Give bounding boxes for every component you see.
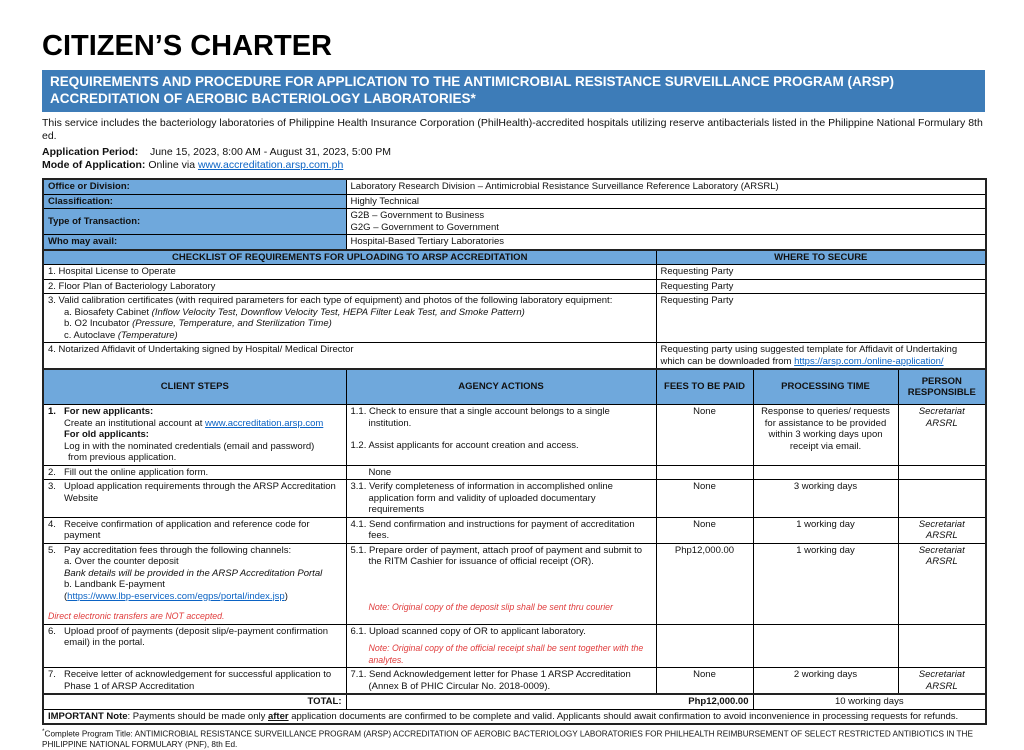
person-responsible-5 — [898, 543, 986, 624]
step-3-cell — [43, 480, 346, 518]
requirement-3b-text: b. O2 Incubator — [64, 318, 133, 329]
affidavit-template-link[interactable]: https://arsp.com./online-application/ — [794, 355, 944, 367]
step-5-intro: Pay accreditation fees through the following channels: — [64, 544, 292, 556]
person-responsible-3 — [898, 480, 986, 518]
requirement-2: 2. Floor Plan of Bacteriology Laboratory — [43, 279, 656, 294]
person-4-line2: ARSRL — [925, 530, 958, 541]
person-4-line1: Secretariat — [918, 518, 965, 530]
person-7-line2: ARSRL — [925, 680, 958, 692]
requirement-3b-params: (Pressure, Temperature, and Sterilization Time) — [132, 318, 332, 329]
step-3-text-wrap — [48, 481, 342, 504]
processing-time-3: 3 working days — [753, 480, 898, 518]
application-period-spacer — [141, 146, 147, 158]
where-to-secure-4-text: Requesting party using suggested template for Affidavit of Undertaking which can be downloaded from — [660, 344, 958, 367]
person-responsible-6 — [898, 624, 986, 668]
important-note-label: IMPORTANT Note — [48, 710, 128, 722]
requirement-4: 4. Notarized Affidavit of Undertaking signed by Hospital/ Medical Director — [43, 343, 656, 370]
info-row-classification — [43, 194, 986, 209]
person-responsible-7 — [898, 668, 986, 695]
requirement-3-intro: 3. Valid calibration certificates (with required parameters for each type of equipment) and photos of the following laboratory equipment: — [48, 295, 613, 306]
agency-action-7: 7.1. Send Acknowledgement letter for Phase 1 ARSP Accreditation (Annex B of PHIC Circular No. 2018-0009). — [350, 669, 631, 692]
checklist-row-2 — [43, 279, 986, 294]
person-responsible-1 — [898, 405, 986, 466]
office-division-value: Laboratory Research Division – Antimicrobial Resistance Surveillance Reference Laboratory (ARSRL) — [346, 179, 986, 194]
landbank-epayment-link[interactable]: https://www.lbp-eservices.com/egps/portal/index.jsp — [67, 590, 285, 602]
service-description: This service includes the bacteriology laboratories of Philippine Health Insurance Corporation (PhilHealth)-accredited hospitals utilizing reserve antibacterials listed in the Philippine National Formulary 8th ed. — [42, 117, 983, 142]
agency-actions-header: AGENCY ACTIONS — [346, 369, 656, 405]
step-5-bank-details: Bank details will be provided in the ARSP Accreditation Portal — [64, 567, 323, 579]
agency-5-note: Note: Original copy of the deposit slip shall be sent thru courier — [368, 601, 613, 612]
transaction-type-value — [346, 209, 986, 235]
step-5-paren-open: ( — [64, 590, 68, 602]
step-5-number: 5. — [48, 544, 56, 556]
fees-5: Php12,000.00 — [656, 543, 753, 624]
step-7-text: Receive letter of acknowledgement for successful application to Phase 1 of ARSP Accreditation — [64, 669, 332, 692]
important-note-row — [43, 709, 986, 724]
fees-2 — [656, 465, 753, 480]
agency-action-5: 5.1. Prepare order of payment, attach proof of payment and submit to the RITM Cashier for issuance of official receipt (OR). — [350, 544, 642, 567]
application-period-value: June 15, 2023, 8:00 AM - August 31, 2023, 5:00 PM — [149, 146, 392, 158]
step-row-2 — [43, 465, 986, 480]
step-row-5 — [43, 543, 986, 624]
checklist-header-left: CHECKLIST OF REQUIREMENTS FOR UPLOADING TO ARSP ACCREDITATION — [43, 250, 656, 265]
step-7-cell — [43, 668, 346, 695]
step-row-3 — [43, 480, 986, 518]
fees-7: None — [656, 668, 753, 695]
requirement-3a — [48, 307, 652, 319]
total-fees: Php12,000.00 — [346, 694, 753, 709]
step-4-text-wrap — [48, 519, 342, 542]
step-5-intro-wrap — [48, 545, 342, 557]
step-2-number: 2. — [48, 466, 56, 478]
step-4-text: Receive confirmation of application and reference code for payment — [64, 518, 310, 541]
mode-of-application-link[interactable]: www.accreditation.arsp.com.ph — [197, 159, 344, 171]
info-row-office — [43, 179, 986, 194]
checklist-row-1 — [43, 265, 986, 280]
agency-7-cell — [346, 668, 656, 695]
accreditation-portal-link[interactable]: www.accreditation.arsp.com — [205, 417, 324, 429]
fees-4: None — [656, 517, 753, 543]
processing-time-6 — [753, 624, 898, 668]
agency-action-1-1: 1.1. Check to ensure that a single account belongs to a single institution. — [350, 406, 610, 429]
mode-of-application-label: Mode of Application: — [42, 159, 146, 171]
step-5-otc-deposit: a. Over the counter deposit — [64, 556, 179, 567]
step-1-new-applicants — [48, 406, 342, 418]
client-steps-header: CLIENT STEPS — [43, 369, 346, 405]
agency-action-2: None — [368, 466, 392, 478]
agency-action-6: 6.1. Upload scanned copy of OR to applicant laboratory. — [350, 625, 586, 637]
transaction-type-g2b: G2B – Government to Business — [350, 210, 485, 221]
requirement-3c — [48, 330, 652, 342]
step-row-6 — [43, 624, 986, 668]
agency-1-cell — [346, 405, 656, 466]
fees-1: None — [656, 405, 753, 466]
total-row — [43, 694, 986, 709]
person-responsible-header: PERSON RESPONSIBLE — [898, 369, 986, 405]
person-1-line1: Secretariat — [918, 406, 965, 417]
step-1-create-text: Create an institutional account at — [64, 417, 206, 429]
processing-time-7: 2 working days — [753, 668, 898, 695]
application-period-line — [42, 146, 985, 159]
important-note-after: after — [267, 710, 289, 722]
footnote-text: Complete Program Title: ANTIMICROBIAL RESISTANCE SURVEILLANCE PROGRAM (ARSP) ACCREDITATION OF AEROBIC BACTERIOLOGY LABORATORIES FOR PHILHEALTH REIMBURSEMENT OF SELECT RESTRICTED ANTIBIOTICS IN THE PHILIPPINE NATIONAL FORMULARY (PNF), 8th Ed. — [42, 729, 973, 749]
step-1-number: 1. — [48, 406, 56, 417]
step-4-number: 4. — [48, 518, 56, 530]
requirement-3c-text: c. Autoclave — [64, 329, 118, 341]
info-row-who-may-avail — [43, 235, 986, 250]
agency-6-note: Note: Original copy of the official receipt shall be sent together with the analytes. — [368, 643, 644, 665]
step-1-cell — [43, 405, 346, 466]
total-processing-time: 10 working days — [753, 694, 986, 709]
step-1-old-label: For old applicants: — [64, 429, 149, 440]
step-5-warning-note: Direct electronic transfers are NOT accepted. — [48, 611, 225, 621]
classification-value: Highly Technical — [346, 194, 986, 209]
agency-6-cell — [346, 624, 656, 668]
agency-2-cell — [346, 465, 656, 480]
where-to-secure-3: Requesting Party — [656, 294, 986, 343]
requirement-3c-params: (Temperature) — [117, 329, 178, 341]
step-1-login-1: Log in with the nominated credentials (email and password) — [64, 440, 315, 452]
agency-action-1-2: 1.2. Assist applicants for account creation and access. — [350, 440, 579, 451]
processing-time-4: 1 working day — [753, 517, 898, 543]
step-7-number: 7. — [48, 669, 56, 680]
transaction-type-label: Type of Transaction: — [43, 209, 346, 235]
processing-time-2 — [753, 465, 898, 480]
step-row-7 — [43, 668, 986, 695]
step-6-text-wrap — [48, 626, 342, 649]
page-title: CITIZEN’S CHARTER — [42, 30, 332, 62]
steps-header-row — [43, 369, 986, 405]
where-to-secure-2: Requesting Party — [656, 279, 986, 294]
person-7-line1: Secretariat — [918, 669, 965, 680]
step-2-text-wrap — [48, 467, 342, 479]
mode-of-application-prefix: Online via — [148, 159, 198, 171]
document-banner: REQUIREMENTS AND PROCEDURE FOR APPLICATION TO THE ANTIMICROBIAL RESISTANCE SURVEILLANCE PROGRAM (ARSP) ACCREDITATION OF AEROBIC BACTERIOLOGY LABORATORIES* — [42, 70, 985, 112]
step-row-1 — [43, 405, 986, 466]
charter-table — [42, 178, 987, 725]
info-row-transaction — [43, 209, 986, 235]
agency-action-4: 4.1. Send confirmation and instructions for payment of accreditation fees. — [350, 518, 635, 541]
processing-time-header: PROCESSING TIME — [753, 369, 898, 405]
important-note-cell — [43, 709, 986, 724]
agency-5-cell — [346, 543, 656, 624]
step-3-text: Upload application requirements through the ARSP Accreditation Website — [64, 481, 336, 504]
application-period-label: Application Period: — [42, 146, 139, 158]
classification-label: Classification: — [43, 194, 346, 209]
agency-4-cell — [346, 517, 656, 543]
step-row-4 — [43, 517, 986, 543]
program-title-footnote — [42, 727, 985, 750]
mode-of-application-line — [42, 159, 985, 172]
office-division-label: Office or Division: — [43, 179, 346, 194]
where-to-secure-1: Requesting Party — [656, 265, 986, 280]
important-note-text-2: application documents are confirmed to be complete and valid. Applicants should await confirmation to avoid inconvenience in processing requests for refunds. — [288, 710, 959, 722]
fees-6 — [656, 624, 753, 668]
step-5-link-line — [48, 591, 342, 603]
total-label: TOTAL: — [43, 694, 346, 709]
step-3-number: 3. — [48, 481, 56, 492]
agency-3-cell — [346, 480, 656, 518]
who-may-avail-value: Hospital-Based Tertiary Laboratories — [346, 235, 986, 250]
fees-header: FEES TO BE PAID — [656, 369, 753, 405]
requirement-3a-params: (Inflow Velocity Test, Downflow Velocity Test, HEPA Filter Leak Test, and Smoke Pattern) — [151, 306, 525, 318]
step-7-text-wrap — [48, 669, 342, 692]
agency-action-3: 3.1. Verify completeness of information in accomplished online application form and validity of uploaded documentary requirements — [350, 481, 613, 515]
transaction-type-g2g: G2G – Government to Government — [350, 221, 499, 233]
step-6-number: 6. — [48, 625, 56, 637]
footnote-asterisk: * — [42, 728, 45, 735]
checklist-row-3 — [43, 294, 986, 343]
person-5-line1: Secretariat — [918, 544, 965, 556]
person-1-line2: ARSRL — [925, 417, 958, 429]
checklist-row-4 — [43, 343, 986, 370]
step-1-new-label: For new applicants: — [64, 406, 154, 417]
processing-time-1: Response to queries/ requests for assistance to be provided within 3 working days upon receipt via email. — [753, 405, 898, 466]
requirement-3 — [43, 294, 656, 343]
step-2-cell — [43, 465, 346, 480]
step-1-create-account — [48, 418, 342, 430]
requirement-3a-text: a. Biosafety Cabinet — [64, 306, 152, 318]
step-5-paren-close: ) — [284, 590, 288, 602]
where-to-secure-4 — [656, 343, 986, 370]
step-6-text: Upload proof of payments (deposit slip/e-payment confirmation email) in the portal. — [64, 625, 329, 648]
checklist-header-right: WHERE TO SECURE — [656, 250, 986, 265]
who-may-avail-label: Who may avail: — [43, 235, 346, 250]
checklist-header-row — [43, 250, 986, 265]
fees-3: None — [656, 480, 753, 518]
processing-time-5: 1 working day — [753, 543, 898, 624]
step-5-cell — [43, 543, 346, 624]
important-note-text-1: : Payments should be made only — [127, 710, 268, 722]
step-6-cell — [43, 624, 346, 668]
step-5-landbank: b. Landbank E-payment — [64, 579, 165, 590]
document-page — [42, 30, 985, 750]
step-4-cell — [43, 517, 346, 543]
step-2-text: Fill out the online application form. — [64, 466, 209, 478]
person-responsible-4 — [898, 517, 986, 543]
requirement-1: 1. Hospital License to Operate — [43, 265, 656, 280]
requirement-3b — [48, 318, 652, 330]
person-responsible-2 — [898, 465, 986, 480]
step-1-login-2: from previous application. — [68, 452, 177, 463]
person-5-line2: ARSRL — [925, 556, 958, 567]
